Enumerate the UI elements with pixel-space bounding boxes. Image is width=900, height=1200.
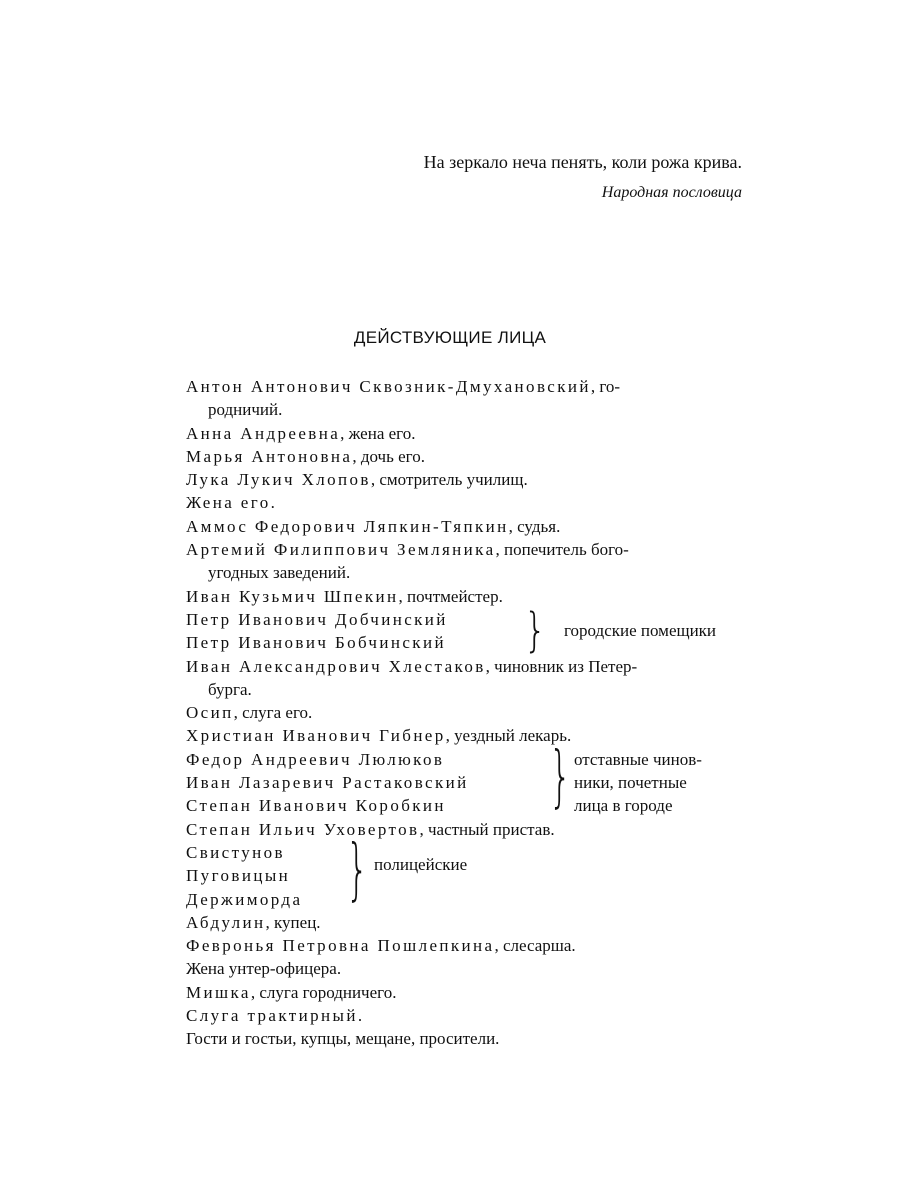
cast-entry (186, 515, 756, 538)
epigraph (424, 150, 742, 202)
group-label-line: лица в городе (574, 796, 673, 816)
character-description: , слесарша. (494, 936, 576, 956)
character-name: Степан Ильич Уховертов (186, 819, 420, 839)
cast-section-1 (186, 375, 756, 608)
cast-entry (186, 818, 756, 841)
group-label: городские помещики (564, 620, 717, 640)
character-name: Иван Кузьмич Шпекин (186, 586, 399, 606)
character-name: Февронья Петровна Пошлепкина (186, 936, 495, 956)
cast-entry (186, 724, 756, 747)
curly-brace-icon: } (524, 604, 547, 658)
cast-entry-continuation: родничий. (208, 400, 283, 420)
character-name: Пуговицын (186, 866, 291, 886)
character-name: Антон Антонович Сквозник-Дмухановский (186, 377, 591, 396)
character-description: , чиновник из Петер- (485, 656, 638, 676)
cast-entry (186, 538, 756, 561)
group-label: полицейские (374, 854, 468, 874)
character-description: , почтмейстер. (398, 586, 503, 606)
cast-entry-continuation: бурга. (208, 679, 252, 699)
cast-entry (186, 445, 756, 468)
cast-entry (186, 585, 756, 608)
character-description: , дочь его. (352, 446, 425, 466)
cast-group-retired-officials (186, 737, 756, 818)
character-name: Степан Иванович Коробкин (186, 796, 446, 816)
character-description: . (357, 1006, 363, 1026)
character-description: , го- (590, 377, 621, 396)
character-name: Слуга трактирный (186, 1006, 358, 1026)
cast-entry (186, 1004, 756, 1027)
character-name: Федор Андреевич Люлюков (186, 749, 445, 769)
character-name: Артемий Филиппович Земляника (186, 540, 496, 560)
character-description: , уездный лекарь. (445, 726, 572, 746)
cast-entry (186, 888, 756, 911)
cast-entry (186, 655, 756, 678)
cast-entry (186, 468, 756, 491)
cast-section-3 (186, 818, 756, 841)
character-description: , частный пристав. (419, 819, 555, 839)
epigraph-source: Народная пословица (601, 184, 742, 201)
character-name: Аммос Федорович Ляпкин-Тяпкин (186, 516, 509, 536)
character-name: Петр Иванович Бобчинский (186, 633, 446, 653)
cast-entry: Жена унтер-офицера. (186, 959, 342, 979)
cast-entry-continuation: угодных заведений. (208, 563, 351, 583)
cast-entry (186, 491, 756, 514)
character-name: Петр Иванович Добчинский (186, 609, 448, 629)
group-label (574, 748, 702, 818)
character-name: Осип (186, 703, 234, 723)
character-name: Жена его (186, 493, 271, 513)
curly-brace-icon: } (549, 737, 572, 816)
group-label-line: ники, почетные (574, 773, 687, 793)
character-description: . (270, 493, 275, 513)
cast-list (186, 375, 756, 1051)
character-description: , смотритель училищ. (370, 470, 528, 490)
group-label-line: отставные чинов- (574, 749, 702, 769)
character-name: Иван Лазаревич Растаковский (186, 773, 469, 793)
character-description: , слуга его. (233, 703, 313, 723)
cast-entry (186, 422, 756, 445)
character-name: Свистунов (186, 842, 285, 862)
cast-entry (186, 981, 756, 1004)
character-description: , попечитель бого- (495, 540, 629, 560)
cast-section-2 (186, 655, 756, 748)
cast-entry (186, 375, 756, 398)
character-name: Мишка (186, 982, 251, 1002)
character-description: , судья. (508, 516, 561, 536)
page-title: ДЕЙСТВУЮЩИЕ ЛИЦА (353, 328, 547, 347)
character-name: Анна Андреевна (186, 423, 341, 443)
cast-group-landowners (186, 604, 756, 658)
character-description: , купец. (265, 912, 321, 932)
group-names (186, 841, 756, 911)
cast-entry (186, 864, 756, 887)
character-name: Держиморда (186, 889, 303, 909)
cast-entry (186, 701, 756, 724)
epigraph-quote: На зеркало неча пенять, коли рожа крива. (423, 152, 742, 172)
cast-section-4 (186, 911, 756, 1051)
character-name: Марья Антоновна (186, 446, 353, 466)
character-name: Иван Александрович Хлестаков (186, 656, 486, 676)
character-name: Лука Лукич Хлопов (186, 470, 371, 490)
cast-entry (186, 841, 756, 864)
character-description: , слуга городничего. (250, 982, 397, 1002)
cast-entry (186, 934, 756, 957)
character-name: Христиан Иванович Гибнер (186, 726, 446, 746)
cast-group-police (186, 831, 756, 911)
cast-entry (186, 911, 756, 934)
character-name: Абдулин (186, 912, 266, 932)
curly-brace-icon: } (346, 831, 369, 909)
character-description: , жена его. (340, 423, 416, 443)
cast-entry: Гости и гостьи, купцы, мещане, просители. (186, 1029, 500, 1049)
